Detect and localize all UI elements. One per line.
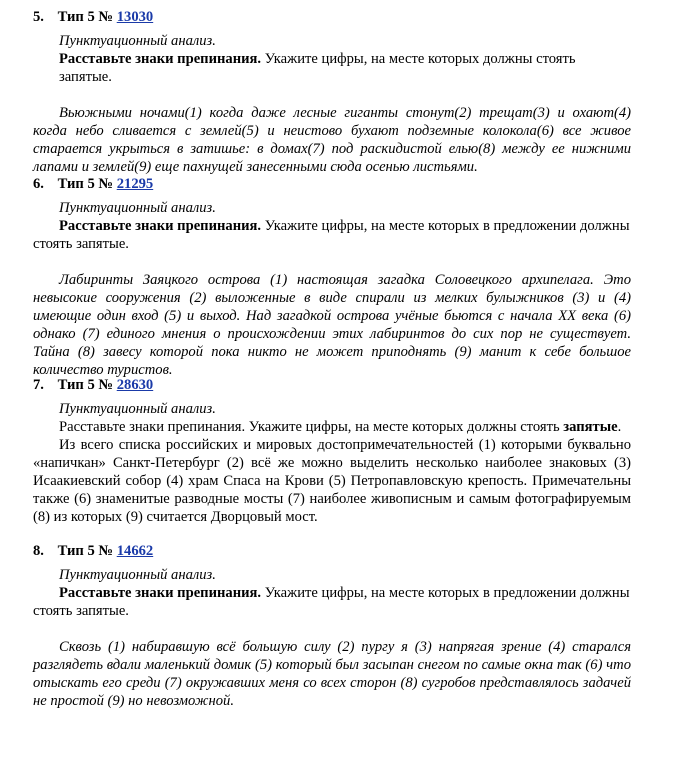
task-6 [33,175,631,379]
task-number: 6. [33,176,44,192]
task-type-label: Тип 5 № [57,543,114,559]
instruction-bold: Расставьте знаки препинания. [59,585,262,601]
task-type-label: Тип 5 № [57,9,114,25]
task-subtitle: Пунктуационный анализ. [59,200,216,216]
task-subtitle: Пунктуационный анализ. [59,401,216,417]
task-instruction [33,418,631,436]
task-id-link[interactable]: 21295 [116,176,154,192]
task-number: 7. [33,377,44,393]
instruction-plain: Расставьте знаки препинания. Укажите цифры, на месте которых должны стоять [59,419,564,435]
task-header [33,8,631,28]
task-id-link[interactable]: 13030 [116,9,154,25]
task-8 [33,542,631,710]
instruction-bold: Расставьте знаки препинания. [59,51,262,67]
task-text: Из всего списка российских и мировых достопримечательностей (1) которыми буквально «напичкан» Санкт-Петербург (2) всё же можно выделить несколько наиболее знаковых (3) Исаакиевский собор (4) храм Спаса на Крови (5) Петропавловскую крепость. Примечательны также (6) знаменитые разводные мосты (7) наиболее живописным и самым фотографируемым (8) из которых (9) считается Дворцовый мост. [33,437,631,525]
task-instruction [33,217,631,253]
instruction-rest: Укажите цифры, на месте которых должны стоять запятые. [59,51,576,85]
task-instruction [33,50,631,86]
task-header [33,175,631,195]
task-type-label: Тип 5 № [57,176,114,192]
task-number: 8. [33,543,44,559]
instruction-end: . [617,419,622,435]
task-text: Сквозь (1) набиравшую всё большую силу (2) пургу я (3) напрягая зрение (4) старался разглядеть вдали маленький домик (5) который был засыпан снегом по самые окна так (6) что отыскать его среди (7) окружавших меня со всех сторон (8) сугробов представлялось задачей не простой (9) но невозможной. [33,639,631,709]
instruction-rest: Укажите цифры, на месте которых в предложении должны стоять запятые. [33,585,630,619]
task-type-label: Тип 5 № [57,377,114,393]
task-7 [33,376,631,526]
task-header [33,376,631,396]
task-instruction [33,584,631,620]
task-text: Лабиринты Заяцкого острова (1) настоящая загадка Соловецкого архипелага. Это невысокие сооружения (2) выложенные в виде спирали из мелких булыжников (3) и (4) имеющие один вход (5) и выход. Над загадкой острова учёные бьются с начала XX века (6) однако (7) единого мнения о происхождении этих лабиринтов до сих пор не существует. Тайна (8) завесу которой пока никто не может приподнять (9) манит к себе большое количество туристов. [33,272,631,378]
task-number: 5. [33,9,44,25]
task-5 [33,8,631,176]
instruction-bold: Расставьте знаки препинания. [59,218,262,234]
task-id-link[interactable]: 14662 [116,543,154,559]
instruction-bold: запятые [563,419,618,435]
task-text: Вьюжными ночами(1) когда даже лесные гиганты стонут(2) трещат(3) и охают(4) когда небо сливается с землей(5) и неистово бухают подземные колокола(6) все живое старается укрыться в затишье: в домах(7) под раскидистой елью(8) между ее нижними лапами и землей(9) еще пахнущей занесенными сюда осенью листьями. [33,105,631,175]
task-subtitle: Пунктуационный анализ. [59,33,216,49]
instruction-rest: Укажите цифры, на месте которых в предложении должны стоять запятые. [33,218,630,252]
task-header [33,542,631,562]
task-subtitle: Пунктуационный анализ. [59,567,216,583]
task-id-link[interactable]: 28630 [116,377,154,393]
